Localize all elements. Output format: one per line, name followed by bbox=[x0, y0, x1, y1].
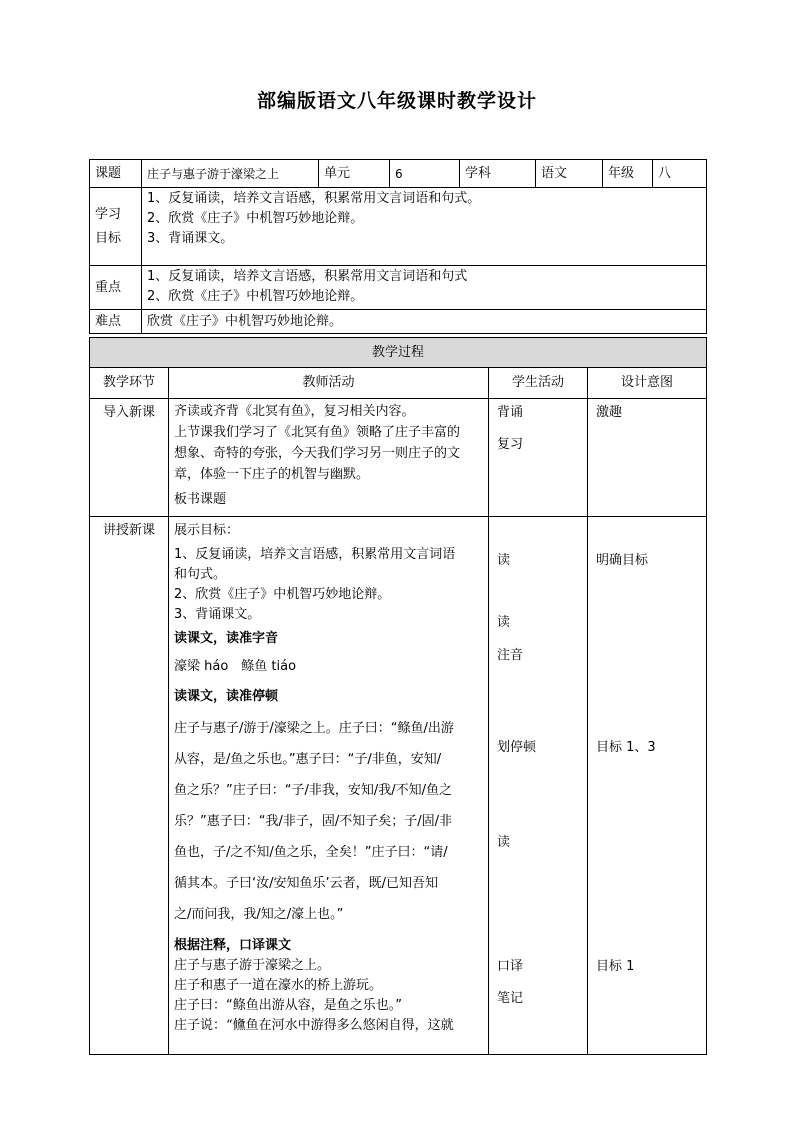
goal-item: 3、背诵课文。 bbox=[147, 231, 234, 246]
goals-label-line2: 目标 bbox=[95, 230, 122, 246]
unit-label: 单元 bbox=[319, 160, 390, 188]
difficulty-label: 难点 bbox=[90, 310, 142, 334]
student-item: 划停顿 bbox=[497, 740, 537, 755]
intro-teacher-line: 想象、奇特的夸张，今天我们学习另一则庄子的文 bbox=[174, 446, 461, 461]
goals-content bbox=[142, 188, 707, 266]
grade-label: 年级 bbox=[603, 160, 653, 188]
intro-intent: 激趣 bbox=[588, 399, 707, 517]
read-pause-title: 读课文，读准停顿 bbox=[174, 689, 279, 704]
intro-student-item: 复习 bbox=[497, 437, 524, 452]
column-header: 设计意图 bbox=[588, 368, 707, 399]
key-points-label: 重点 bbox=[90, 266, 142, 310]
stage-intro: 导入新课 bbox=[90, 399, 169, 517]
goal-item: 2、欣赏《庄子》中机智巧妙地论辩。 bbox=[147, 211, 364, 226]
pause-line: 庄子与惠子/游于/濠梁之上。庄子曰：“鲦鱼/出游 bbox=[174, 721, 454, 736]
pinyin-line: 濠梁 háo 鲦鱼 tiáo bbox=[174, 659, 297, 674]
pause-line: 鱼也，子/之不知/鱼之乐，全矣！”庄子曰：“请/ bbox=[174, 845, 448, 860]
intro-teacher-line: 板书课题 bbox=[174, 492, 227, 507]
translate-title: 根据注释，口译课文 bbox=[174, 938, 292, 953]
student-item: 读 bbox=[497, 553, 511, 568]
subject-value: 语文 bbox=[536, 160, 603, 188]
show-goals-item: 和句式。 bbox=[174, 567, 227, 582]
pause-line: 之/而问我，我/知之/濠上也。” bbox=[174, 907, 344, 922]
topic-label: 课题 bbox=[90, 160, 142, 188]
intent-item: 目标 1、3 bbox=[596, 740, 656, 755]
show-goals-item: 2、欣赏《庄子》中机智巧妙地论辩。 bbox=[174, 587, 391, 602]
pause-line: 乐？”惠子曰：“我/非子，固/不知子矣；子/固/非 bbox=[174, 814, 452, 829]
key-point-item: 2、欣赏《庄子》中机智巧妙地论辩。 bbox=[147, 289, 364, 304]
pause-line: 鱼之乐？”庄子曰：“子/非我，安知/我/不知/鱼之 bbox=[174, 783, 452, 798]
goals-label bbox=[90, 188, 142, 266]
intro-teacher-line: 上节课我们学习了《北冥有鱼》领略了庄子丰富的 bbox=[174, 425, 461, 440]
page-title: 部编版语文八年级课时教学设计 bbox=[256, 90, 537, 112]
student-item: 笔记 bbox=[497, 991, 524, 1006]
student-item: 读 bbox=[497, 615, 511, 630]
show-goals-item: 3、背诵课文。 bbox=[174, 607, 261, 622]
show-goals-title: 展示目标： bbox=[174, 523, 240, 538]
student-item: 读 bbox=[497, 835, 511, 850]
translate-line: 庄子说：“儵鱼在河水中游得多么悠闲自得，这就 bbox=[174, 1018, 454, 1033]
intro-student-activity bbox=[489, 399, 588, 517]
translate-line: 庄子和惠子一道在濠水的桥上游玩。 bbox=[174, 978, 383, 993]
goals-label-line1: 学习 bbox=[95, 206, 122, 222]
key-point-item: 1、反复诵读，培养文言语感，积累常用文言词语和句式 bbox=[147, 269, 468, 284]
student-item: 口译 bbox=[497, 959, 524, 974]
translate-line: 庄子与惠子游于濠梁之上。 bbox=[174, 958, 331, 973]
process-table bbox=[89, 337, 707, 1055]
intent-item: 目标 1 bbox=[596, 959, 635, 974]
translate-line: 庄子曰：“鲦鱼出游从容，是鱼之乐也。” bbox=[174, 998, 402, 1013]
difficulty-content: 欣赏《庄子》中机智巧妙地论辩。 bbox=[142, 310, 707, 334]
pause-text bbox=[174, 713, 483, 930]
lecture-teacher-activity bbox=[169, 517, 489, 1055]
goal-item: 1、反复诵读，培养文言语感，积累常用文言词语和句式。 bbox=[147, 191, 481, 206]
subject-label: 学科 bbox=[460, 160, 536, 188]
lecture-student-activity bbox=[489, 517, 588, 1055]
topic-value: 庄子与惠子游于濠梁之上 bbox=[142, 160, 319, 188]
intro-teacher-line: 齐读或齐背《北冥有鱼》，复习相关内容。 bbox=[174, 404, 415, 419]
process-section-title: 教学过程 bbox=[90, 338, 707, 368]
column-header: 教学环节 bbox=[90, 368, 169, 399]
student-item: 注音 bbox=[497, 648, 524, 663]
stage-lecture: 讲授新课 bbox=[90, 517, 169, 1055]
key-points-content bbox=[142, 266, 707, 310]
intro-teacher-line: 章，体验一下庄子的机智与幽默。 bbox=[174, 467, 370, 482]
lecture-intent bbox=[588, 517, 707, 1055]
pause-line: 从容，是/鱼之乐也。”惠子曰：“子/非鱼，安知/ bbox=[174, 752, 442, 767]
unit-value: 6 bbox=[390, 160, 460, 188]
intro-student-item: 背诵 bbox=[497, 405, 524, 420]
column-header: 教师活动 bbox=[169, 368, 489, 399]
header-table bbox=[89, 159, 707, 334]
grade-value: 八 bbox=[653, 160, 707, 188]
column-header: 学生活动 bbox=[489, 368, 588, 399]
read-pronunciation-title: 读课文，读准字音 bbox=[174, 631, 279, 646]
pause-line: 循其本。子曰‘汝/安知鱼乐’云者，既/已知吾知 bbox=[174, 876, 439, 891]
show-goals-item: 1、反复诵读，培养文言语感，积累常用文言词语 bbox=[174, 547, 456, 562]
intro-teacher-activity bbox=[169, 399, 489, 517]
intent-item: 明确目标 bbox=[596, 553, 649, 568]
